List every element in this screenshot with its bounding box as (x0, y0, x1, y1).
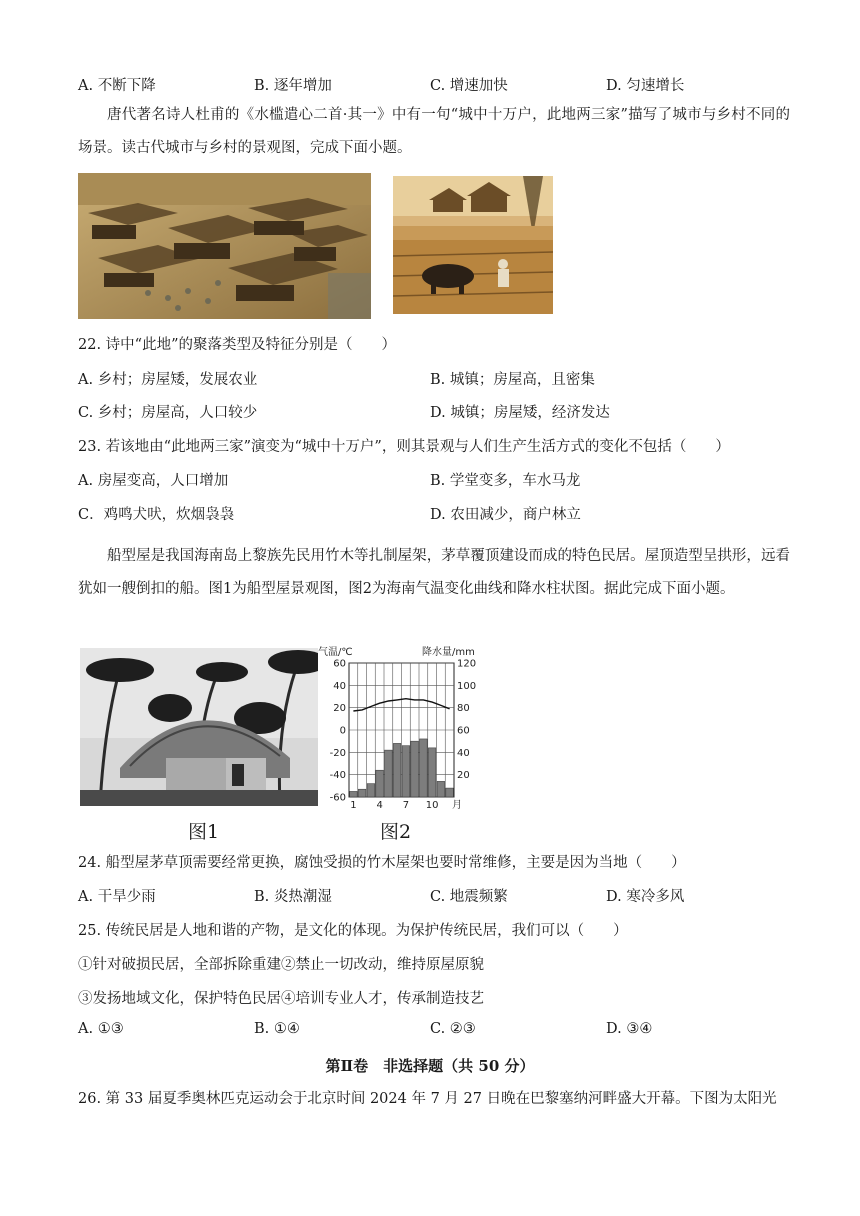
left-tick-label: 0 (339, 725, 346, 737)
option-b: B. 城镇；房屋高，且密集 (430, 372, 595, 388)
precipitation-bar (367, 784, 375, 797)
left-tick-label: 20 (333, 703, 346, 715)
q24-stem: 24. 船型屋茅草顶需要经常更换，腐蚀受损的竹木屋架也要时常维修，主要是因为当地（ ） (78, 855, 686, 871)
option-a: A. 乡村；房屋矮，发展农业 (78, 372, 258, 388)
q24-options (78, 885, 798, 907)
option-d: D. 农田减少，商户林立 (430, 507, 581, 523)
option-d: D. 寒冷多风 (606, 889, 685, 905)
figure-1-caption: 图1 (188, 821, 220, 843)
left-tick-label: 60 (333, 658, 346, 670)
option-c: C. 地震频繁 (430, 889, 508, 905)
option-b: B. ①④ (254, 1021, 300, 1037)
option-a: A. 干旱少雨 (78, 889, 156, 905)
precipitation-bar (376, 770, 384, 797)
precipitation-bar (437, 781, 445, 797)
option-a: A. 不断下降 (78, 78, 156, 94)
precipitation-bar (411, 741, 419, 797)
q22-stem: 22. 诗中“此地”的聚落类型及特征分别是（ ） (78, 337, 396, 353)
q25-options (78, 1021, 798, 1043)
left-axis-label: 气温/℃ (318, 647, 353, 658)
option-c: C. 乡村；房屋高，人口较少 (78, 405, 258, 421)
precipitation-bar (402, 746, 410, 797)
option-d: D. 城镇；房屋矮，经济发达 (430, 405, 610, 421)
boat-house-photo (80, 648, 318, 806)
q25-stem: 25. 传统民居是人地和谐的产物，是文化的体现。为保护传统民居，我们可以（ ） (78, 923, 628, 939)
intro-paragraph-city-village: 唐代著名诗人杜甫的《水槛遣心二首·其一》中有一句“城中十万户，此地两三家”描写了城市与乡村不同的场景。读古代城市与乡村的景观图，完成下面小题。 (78, 107, 790, 156)
right-tick-label: 100 (457, 680, 477, 692)
option-a: A. 房屋变高，人口增加 (78, 473, 229, 489)
intro-paragraph-boat-house: 船型屋是我国海南岛上黎族先民用竹木等扎制屋架，茅草覆顶建设而成的特色民居。屋顶造型呈拱形，远看犹如一艘倒扣的船。图1为船型屋景观图，图2为海南气温变化曲线和降水柱状图。据此完成下面小题。 (78, 548, 790, 597)
right-axis-label: 降水量/mm (422, 647, 475, 658)
x-tick-label: 10 (425, 800, 439, 810)
x-tick-label: 4 (376, 800, 383, 810)
option-d: D. ③④ (606, 1021, 653, 1037)
climate-chart (318, 644, 490, 810)
option-c: C．鸡鸣犬吠，炊烟袅袅 (78, 507, 235, 523)
right-tick-label: 60 (457, 725, 470, 737)
precipitation-bar (428, 748, 436, 797)
q25-statement-line-1: ①针对破损民居，全部拆除重建②禁止一切改动，维持原屋原貌 (78, 957, 484, 973)
q25-statement-line-2: ③发扬地域文化，保护特色民居④培训专业人才，传承制造技艺 (78, 991, 484, 1007)
option-c: C. ②③ (430, 1021, 476, 1037)
ancient-village-painting (393, 176, 553, 314)
left-tick-label: -20 (329, 747, 346, 759)
q21-options (78, 74, 798, 96)
left-tick-label: 40 (333, 680, 346, 692)
precipitation-bar (420, 739, 428, 797)
figure-2-caption: 图2 (380, 821, 412, 843)
x-unit-label: 月 (452, 800, 462, 810)
right-tick-label: 40 (457, 747, 470, 759)
ancient-city-painting (78, 173, 371, 319)
option-a: A. ①③ (78, 1021, 124, 1037)
section-title: 第Ⅱ卷 非选择题（共 50 分） (325, 1057, 535, 1075)
precipitation-bar (350, 791, 358, 797)
q23-options-row2 (78, 503, 798, 525)
right-tick-label: 20 (457, 770, 470, 782)
q23-stem: 23. 若该地由“此地两三家”演变为“城中十万户”，则其景观与人们生产生活方式的变化不包括（ ） (78, 439, 730, 455)
precipitation-bar (385, 750, 393, 797)
x-tick-label: 1 (350, 800, 357, 810)
left-tick-label: -40 (329, 770, 346, 782)
precipitation-bar (358, 789, 366, 797)
right-tick-label: 120 (457, 658, 477, 670)
q22-options-row2 (78, 401, 798, 423)
right-tick-label: 80 (457, 703, 470, 715)
option-b: B. 学堂变多，车水马龙 (430, 473, 581, 489)
x-tick-label: 7 (402, 800, 410, 810)
precipitation-bar (446, 788, 454, 797)
precipitation-bar (393, 743, 401, 797)
option-b: B. 逐年增加 (254, 78, 332, 94)
q26-stem: 26. 第 33 届夏季奥林匹克运动会于北京时间 2024 年 7 月 27 日晚在巴黎塞纳河畔盛大开幕。下图为太阳光 (78, 1091, 777, 1107)
q22-options-row1 (78, 368, 798, 390)
left-tick-label: -60 (329, 792, 346, 804)
q23-options-row1 (78, 469, 798, 491)
option-c: C. 增速加快 (430, 78, 508, 94)
option-b: B. 炎热潮湿 (254, 889, 332, 905)
option-d: D. 匀速增长 (606, 78, 685, 94)
